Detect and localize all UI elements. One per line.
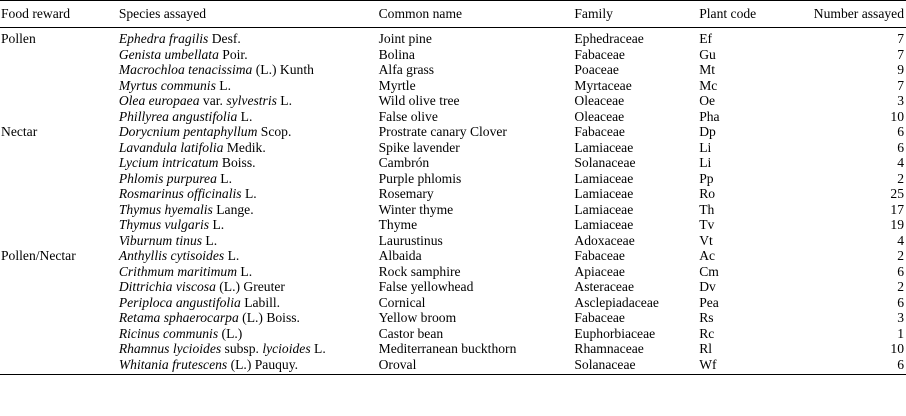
common-name-cell: Cornical (378, 294, 426, 310)
species-cell (119, 155, 379, 171)
header-row (0, 1, 906, 28)
common-name-cell: Joint pine (378, 31, 432, 46)
common-name-cell: Albaida (378, 248, 422, 263)
table-row (0, 47, 906, 63)
food-reward-cell (0, 93, 119, 109)
table-body (0, 28, 906, 375)
species-name: Dorycnium pentaphyllum (118, 124, 258, 139)
family-cell: Lamiaceae (574, 170, 634, 186)
species-name: Thymus vulgaris (118, 217, 210, 232)
species-authority: L. (237, 263, 253, 279)
food-reward-cell: Pollen (1, 31, 36, 46)
species-name: Lavandula latifolia (118, 139, 224, 155)
number-assayed-cell: 25 (890, 186, 904, 201)
species-cell (119, 47, 379, 63)
species-cell (119, 233, 379, 249)
species-name: Dittrichia viscosa (118, 279, 216, 294)
family-cell: Fabaceae (574, 124, 625, 139)
species-name: Whitania frutescens (118, 356, 228, 372)
plant-code-cell: Vt (699, 232, 713, 248)
common-name-cell: Myrtle (378, 77, 416, 93)
species-authority: Medik. (223, 139, 266, 155)
food-reward-cell (0, 171, 119, 187)
food-reward-cell (0, 279, 119, 295)
plant-code-cell: Ef (699, 31, 713, 46)
plant-code-cell: Th (699, 201, 715, 217)
number-assayed-cell: 1 (897, 325, 904, 341)
plant-code-cell: Gu (699, 46, 716, 62)
number-assayed-cell: 6 (897, 294, 904, 310)
species-authority: Boiss. (218, 155, 256, 170)
table-row (0, 93, 906, 109)
species-authority: Desf. (208, 31, 241, 46)
species-cell (119, 264, 379, 280)
common-name-cell: Wild olive tree (378, 93, 460, 108)
infraspecific-name: lycioides (262, 341, 311, 356)
common-name-cell: Cambrón (378, 155, 430, 170)
table-row (0, 295, 906, 311)
header-family: Family (574, 1, 699, 28)
species-name: Thymus hyemalis (118, 201, 213, 217)
food-reward-cell (0, 47, 119, 63)
food-reward-cell (0, 264, 119, 280)
table-row (0, 264, 906, 280)
table-row (0, 140, 906, 156)
species-name: Phillyrea angustifolia (118, 108, 238, 124)
species-name: Retama sphaerocarpa (118, 310, 239, 325)
number-assayed-cell: 6 (897, 124, 904, 139)
family-cell: Lamiaceae (574, 217, 634, 232)
plant-code-cell: Dv (699, 279, 716, 294)
infraspecific-authority: L. (276, 93, 293, 108)
header-species: Species assayed (119, 1, 379, 28)
species-authority: L. (237, 108, 253, 124)
common-name-cell: Oroval (379, 357, 575, 375)
species-authority: (L.) Kunth (252, 62, 314, 77)
species-name: Anthyllis cytisoides (118, 248, 225, 263)
number-assayed-cell: 10 (890, 341, 904, 356)
plant-code-cell: Dp (699, 124, 716, 139)
common-name-cell: Thyme (378, 217, 418, 232)
number-assayed-cell: 7 (897, 46, 904, 62)
family-cell: Solanaceae (574, 357, 699, 375)
species-authority: L. (209, 217, 225, 232)
number-assayed-cell: 2 (897, 170, 904, 186)
species-cell (119, 310, 379, 326)
family-cell: Ephedraceae (574, 31, 644, 46)
common-name-cell: Castor bean (378, 325, 444, 341)
family-cell: Myrtaceae (574, 77, 632, 93)
common-name-cell: Prostrate canary Clover (378, 124, 507, 139)
species-cell (119, 171, 379, 187)
table-row (0, 124, 906, 140)
food-reward-cell (0, 62, 119, 78)
species-cell (119, 202, 379, 218)
infraspecific-authority: L. (310, 341, 326, 356)
species-name: Lycium intricatum (118, 155, 219, 170)
plant-code-cell: Pp (699, 170, 714, 186)
plant-code-cell: Pea (699, 294, 719, 310)
species-name: Genista umbellata (118, 46, 219, 62)
family-cell: Apiaceae (574, 263, 625, 279)
family-cell: Oleaceae (574, 108, 625, 124)
food-reward-cell (0, 341, 119, 357)
food-reward-cell: Nectar (1, 124, 38, 139)
family-cell: Lamiaceae (574, 186, 634, 201)
species-authority: L. (216, 170, 232, 186)
number-assayed-cell: 6 (897, 139, 904, 155)
common-name-cell: Spike lavender (378, 139, 460, 155)
common-name-cell: Bolina (378, 46, 415, 62)
species-authority: L. (241, 186, 257, 201)
common-name-cell: Alfa grass (378, 62, 435, 77)
species-cell (119, 341, 379, 357)
table-row (0, 186, 906, 202)
plant-code-cell: Li (699, 139, 712, 155)
family-cell: Asclepiadaceae (574, 294, 659, 310)
table-row (0, 233, 906, 249)
species-authority: L. (202, 232, 218, 248)
food-reward-cell (0, 295, 119, 311)
species-authority: subsp. (221, 341, 263, 356)
table-row (0, 62, 906, 78)
plant-code-cell: Oe (699, 93, 716, 108)
species-cell (119, 295, 379, 311)
number-assayed-cell: 9 (897, 62, 904, 77)
food-reward-cell (0, 186, 119, 202)
number-assayed-cell: 19 (890, 217, 904, 232)
plant-code-cell: Pha (699, 108, 720, 124)
plant-code-cell: Tv (699, 217, 715, 232)
food-reward-cell: Pollen/Nectar (1, 248, 76, 263)
number-assayed-cell: 3 (897, 310, 904, 325)
table-row (0, 341, 906, 357)
plant-code-cell: Rl (699, 341, 713, 356)
food-reward-cell (0, 326, 119, 342)
number-assayed-cell: 6 (791, 357, 906, 375)
species-authority: Labill. (240, 294, 281, 310)
food-reward-cell (0, 310, 119, 326)
species-cell (119, 28, 379, 47)
common-name-cell: Yellow broom (378, 310, 457, 325)
plant-code-cell: Rc (699, 325, 715, 341)
species-cell (119, 279, 379, 295)
species-cell (119, 217, 379, 233)
table-row (0, 279, 906, 295)
family-cell: Solanaceae (574, 155, 636, 170)
species-cell (119, 140, 379, 156)
plant-code-cell: Li (699, 155, 712, 170)
table-row (0, 326, 906, 342)
number-assayed-cell: 7 (897, 31, 904, 46)
species-authority: (L.) (218, 325, 243, 341)
family-cell: Asteraceae (574, 279, 634, 294)
plant-code-cell: Wf (699, 357, 791, 375)
species-authority: Scop. (257, 124, 292, 139)
plant-code-cell: Mt (699, 62, 716, 77)
species-cell (119, 93, 379, 109)
common-name-cell: False yellowhead (378, 279, 474, 294)
species-cell (119, 186, 379, 202)
common-name-cell: Mediterranean buckthorn (378, 341, 517, 356)
table-row (0, 248, 906, 264)
family-cell: Lamiaceae (574, 139, 634, 155)
number-assayed-cell: 2 (897, 248, 904, 263)
number-assayed-cell: 4 (897, 232, 904, 248)
header-number-assayed: Number assayed (791, 1, 906, 28)
plant-code-cell: Rs (699, 310, 714, 325)
species-authority: Lange. (212, 201, 254, 217)
food-reward-cell (0, 217, 119, 233)
species-cell (119, 248, 379, 264)
species-name: Phlomis purpurea (118, 170, 217, 186)
species-name: Macrochloa tenacissima (118, 62, 253, 77)
family-cell: Oleaceae (574, 93, 625, 108)
number-assayed-cell: 17 (890, 201, 904, 217)
species-authority: Poir. (218, 46, 248, 62)
number-assayed-cell: 4 (897, 155, 904, 170)
table-row (0, 310, 906, 326)
header-common-name: Common name (379, 1, 575, 28)
number-assayed-cell: 6 (897, 263, 904, 279)
family-cell: Fabaceae (574, 46, 625, 62)
family-cell: Lamiaceae (574, 201, 634, 217)
species-name: Myrtus communis (118, 77, 216, 93)
table-row (0, 357, 906, 375)
food-reward-cell (0, 202, 119, 218)
food-reward-cell (0, 78, 119, 94)
species-name: Rhamnus lycioides (118, 341, 222, 356)
table-row (0, 171, 906, 187)
species-authority: L. (215, 77, 231, 93)
species-name: Ephedra fragilis (118, 31, 209, 46)
common-name-cell: False olive (378, 108, 438, 124)
table-row (0, 217, 906, 233)
family-cell: Poaceae (574, 62, 619, 77)
species-name: Ricinus communis (118, 325, 219, 341)
food-reward-cell (0, 155, 119, 171)
species-cell (119, 357, 379, 375)
species-name: Olea europaea (118, 93, 200, 108)
food-reward-cell (0, 109, 119, 125)
number-assayed-cell: 10 (890, 108, 904, 124)
table-header (0, 1, 906, 28)
header-plant-code: Plant code (699, 1, 791, 28)
species-cell (119, 326, 379, 342)
table-row (0, 202, 906, 218)
species-name: Crithmum maritimum (118, 263, 238, 279)
plant-code-cell: Ro (699, 186, 716, 201)
table-row (0, 155, 906, 171)
species-authority: (L.) Greuter (215, 279, 285, 294)
species-name: Viburnum tinus (118, 232, 203, 248)
number-assayed-cell: 3 (897, 93, 904, 108)
food-reward-cell (0, 140, 119, 156)
species-authority: (L.) Pauquy. (227, 356, 299, 372)
header-food-reward: Food reward (0, 1, 119, 28)
species-authority: (L.) Boiss. (238, 310, 300, 325)
common-name-cell: Rock samphire (378, 263, 461, 279)
family-cell: Euphorbiaceae (574, 325, 656, 341)
food-reward-cell (0, 357, 119, 375)
table-row (0, 109, 906, 125)
species-cell (119, 124, 379, 140)
common-name-cell: Rosemary (378, 186, 434, 201)
plant-code-cell: Cm (699, 263, 719, 279)
common-name-cell: Laurustinus (378, 232, 443, 248)
number-assayed-cell: 2 (897, 279, 904, 294)
species-authority: var. (199, 93, 227, 108)
plant-code-cell: Mc (699, 77, 718, 93)
number-assayed-cell: 7 (897, 77, 904, 93)
family-cell: Adoxaceae (574, 232, 635, 248)
family-cell: Rhamnaceae (574, 341, 644, 356)
common-name-cell: Winter thyme (378, 201, 454, 217)
species-name: Rosmarinus officinalis (118, 186, 242, 201)
table-row (0, 78, 906, 94)
species-cell (119, 62, 379, 78)
species-cell (119, 109, 379, 125)
table-row (0, 28, 906, 47)
family-cell: Fabaceae (574, 248, 625, 263)
plant-code-cell: Ac (699, 248, 716, 263)
species-authority: L. (224, 248, 240, 263)
species-cell (119, 78, 379, 94)
food-reward-cell (0, 233, 119, 249)
species-name: Periploca angustifolia (118, 294, 241, 310)
infraspecific-name: sylvestris (226, 93, 277, 108)
common-name-cell: Purple phlomis (378, 170, 462, 186)
family-cell: Fabaceae (574, 310, 625, 325)
